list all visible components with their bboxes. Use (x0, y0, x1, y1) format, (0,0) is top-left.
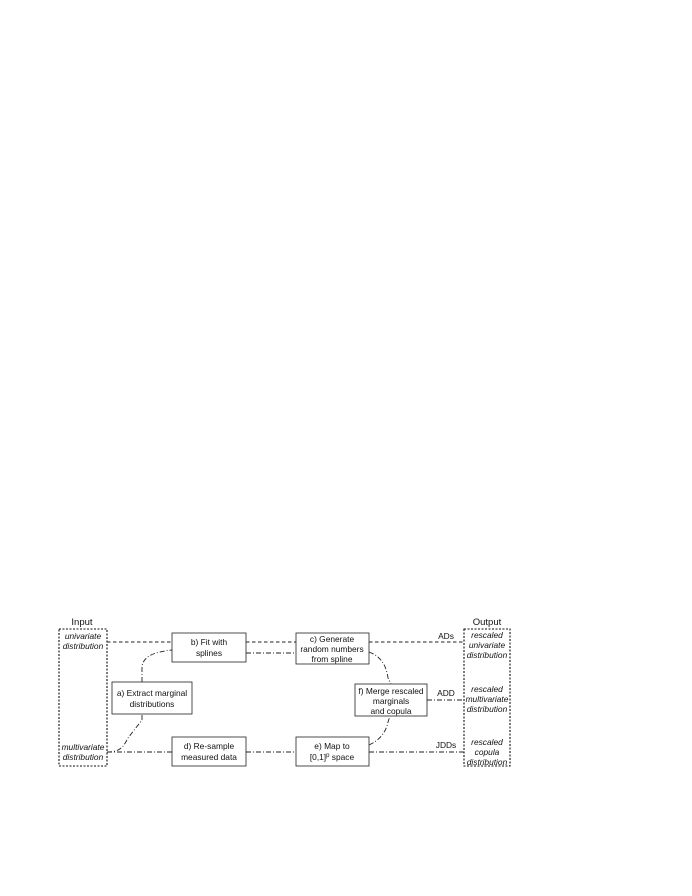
box-a-line1: a) Extract marginal (116, 688, 188, 698)
label-jdds: JDDs (435, 740, 457, 750)
output-multivariate-line2: multivariate (465, 694, 509, 704)
output-copula-line1: rescaled (471, 737, 503, 747)
input-multivariate-line1: multivariate (61, 742, 105, 752)
input-title: Input (71, 617, 93, 628)
output-univariate-line1: rescaled (471, 630, 503, 640)
box-a-line2: distributions (129, 699, 175, 709)
label-ads: ADs (438, 631, 454, 641)
box-e-line2 (310, 752, 355, 762)
box-d-line2: measured data (181, 752, 237, 762)
output-multivariate-line3: distribution (466, 704, 508, 714)
box-c-line1: c) Generate (309, 634, 355, 644)
box-f-line3: and copula (370, 706, 412, 716)
box-c-line2: random numbers (300, 644, 364, 654)
output-univariate-line2: univariate (468, 640, 506, 650)
box-e-space: space (329, 752, 355, 762)
box-b-line1: b) Fit with (190, 637, 228, 647)
input-multivariate-line2: distribution (62, 752, 104, 762)
input-univariate-line2: distribution (62, 641, 104, 651)
output-multivariate-line1: rescaled (471, 684, 503, 694)
box-c-line3: from spline (311, 654, 353, 664)
output-univariate-line3: distribution (466, 650, 508, 660)
output-copula-line2: copula (474, 747, 500, 757)
box-e-interval: [0,1] (309, 752, 327, 762)
connector-c-to-f (369, 652, 391, 684)
output-copula-line3: distribution (466, 757, 508, 767)
box-b-line2: splines (195, 648, 223, 658)
box-f-line1: f) Merge rescaled (358, 686, 424, 696)
connector-e-to-f (369, 716, 390, 745)
box-d-line1: d) Re-sample (183, 741, 235, 751)
box-a-extract-marginals (112, 682, 192, 714)
box-f-line2: marginals (372, 696, 410, 706)
box-e-superscript: p (326, 753, 330, 759)
connector-a-to-b (142, 650, 172, 682)
output-title: Output (472, 617, 502, 628)
input-univariate-line1: univariate (64, 631, 102, 641)
box-e-line1: e) Map to (314, 741, 350, 751)
label-add: ADD (437, 688, 455, 698)
